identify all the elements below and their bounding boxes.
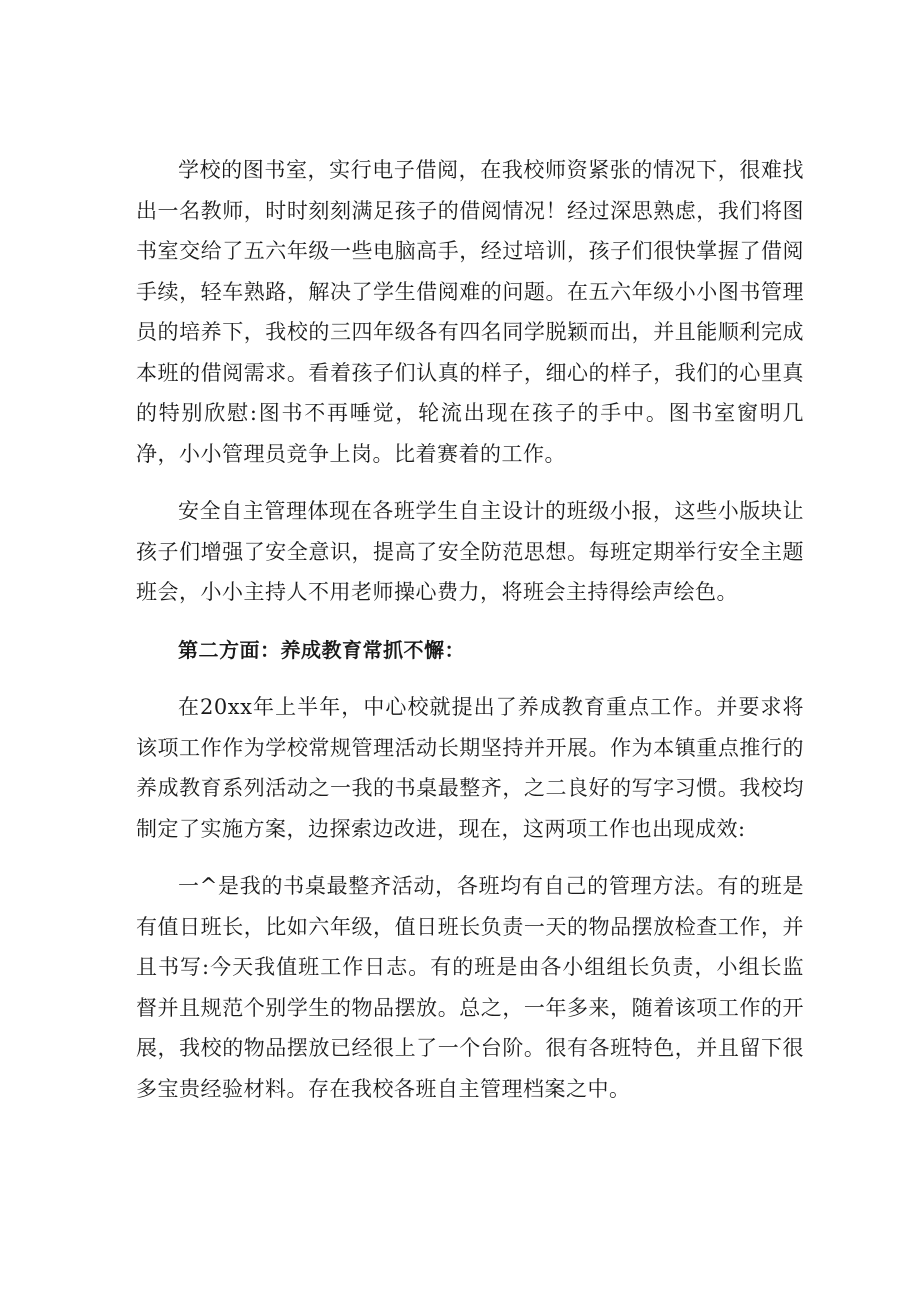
paragraph-library: 学校的图书室，实行电子借阅，在我校师资紧张的情况下，很难找出一名教师，时时刻刻满足孩子的借阅情况！经过深思熟虑，我们将图书室交给了五六年级一些电脑高手，经过培训，孩子们很快掌握了借阅手续，轻车熟路，解决了学生借阅难的问题。在五六年级小小图书管理员的培养下，我校的三四年级各有四名同学脱颖而出，并且能顺利完成本班的借阅需求。看着孩子们认真的样子，细心的样子，我们的心里真的特别欣慰:图书不再唾觉，轮流出现在孩子的手中。图书室窗明几净，小小管理员竞争上岗。比着赛着的工作。 <box>136 158 804 466</box>
paragraph-safety: 安全自主管理体现在各班学生自主设计的班级小报，这些小版块让孩子们增强了安全意识，提高了安全防范思想。每班定期举行安全主题班会，小小主持人不用老师操心费力，将班会主持得绘声绘色。 <box>136 499 804 604</box>
section-heading: 第二方面：养成教育常抓不懈： <box>178 637 465 662</box>
paragraph-tidy-desk: 一^是我的书桌最整齐活动，各班均有自己的管理方法。有的班是有值日班长，比如六年级，值日班长负责一天的物品摆放检查工作，并且书写:今天我值班工作日志。有的班是由各小组组长负责，小组长监督并且规范个别学生的物品摆放。总之，一年多来，随着该项工作的开展，我校的物品摆放已经很上了一个台阶。很有各班特色，并且留下很多宝贵经验材料。存在我校各班自主管理档案之中。 <box>136 874 804 1101</box>
paragraph-habit-education: 在20xx年上半年，中心校就提出了养成教育重点工作。并要求将该项工作作为学校常规管理活动长期坚持并开展。作为本镇重点推行的养成教育系列活动之一我的书桌最整齐，之二良好的写字习惯。我校均制定了实施方案，边探索边改进，现在，这两项工作也出现成效: <box>136 695 804 841</box>
document-body <box>136 150 804 1126</box>
